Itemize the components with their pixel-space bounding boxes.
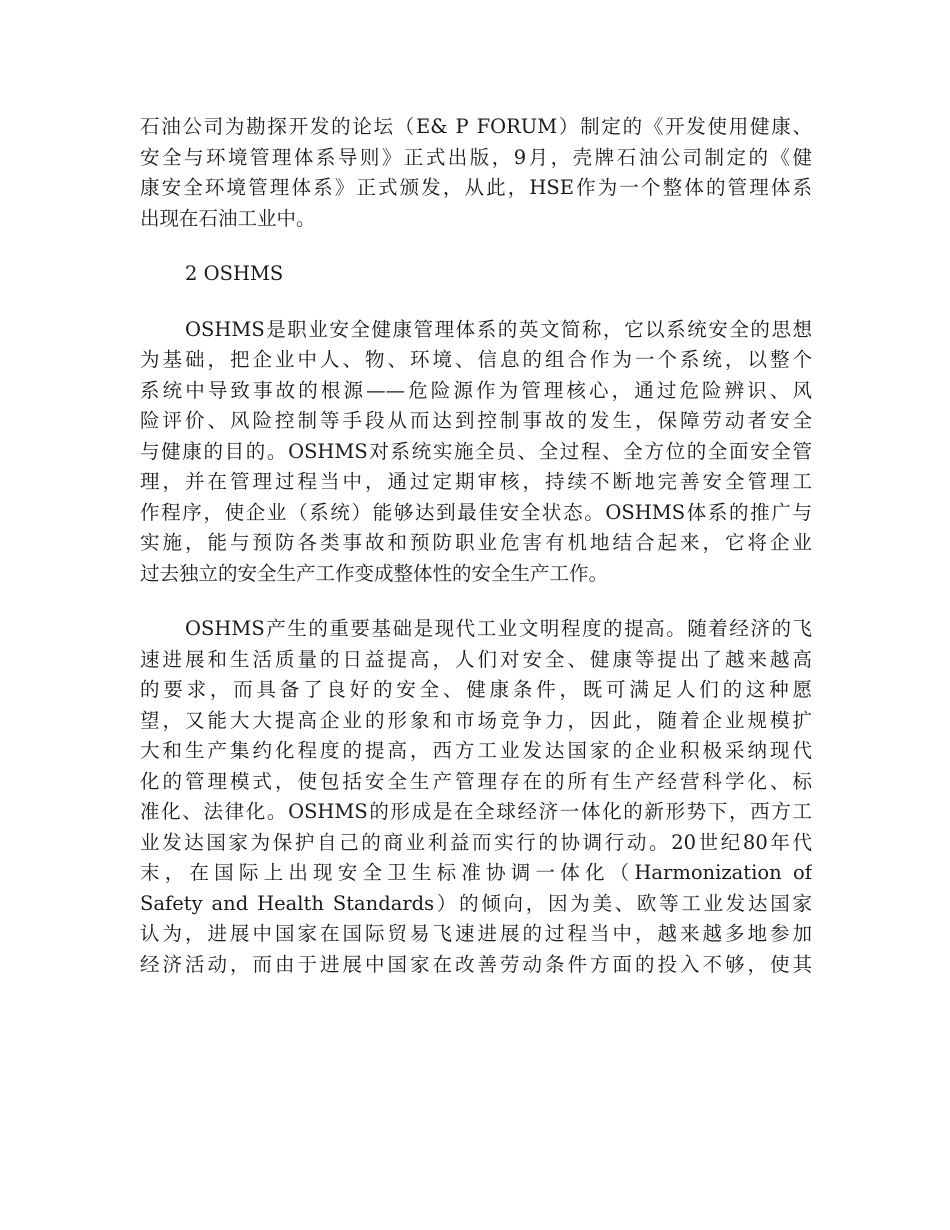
paragraph [140, 112, 812, 234]
text-line: 业发达国家为保护自己的商业利益而实行的协调行动。20世纪80年代 [140, 830, 812, 854]
text-line: 认为，进展中国家在国际贸易飞速进展的过程当中，越来越多地参加 [140, 922, 812, 945]
text-line: 出现在石油工业中。 [140, 206, 316, 230]
text-line: 的要求，而具备了良好的安全、健康条件，既可满足人们的这种愿 [140, 678, 812, 701]
text-line: 石油公司为勘探开发的论坛（E& P FORUM）制定的《开发使用健康、 [140, 115, 812, 138]
text-line: 经济活动，而由于进展中国家在改善劳动条件方面的投入不够，使其 [140, 952, 812, 976]
text-line: 安全与环境管理体系导则》正式出版，9月，壳牌石油公司制定的《健 [140, 145, 812, 169]
text-line: 大和生产集约化程度的提高，西方工业发达国家的企业积极采纳现代 [140, 739, 812, 762]
document-body [140, 112, 812, 1005]
text-line: Safety and Health Standards）的倾向，因为美、欧等工业发达国家 [140, 891, 812, 915]
section-heading [140, 259, 812, 290]
text-line: OSHMS产生的重要基础是现代工业文明程度的提高。随着经济的飞 [185, 617, 812, 640]
paragraph [140, 614, 812, 980]
text-line: 作程序，使企业（系统）能够达到最佳安全状态。OSHMS体系的推广与 [140, 500, 812, 524]
text-line: 准化、法律化。OSHMS的形成是在全球经济一体化的新形势下，西方工 [140, 800, 812, 823]
text-line: 望，又能大大提高企业的形象和市场竞争力，因此，随着企业规模扩 [140, 708, 812, 732]
text-line: 化的管理模式，使包括安全生产管理存在的所有生产经营科学化、标 [140, 769, 812, 793]
heading-text: 2 OSHMS [185, 262, 284, 285]
text-line: 与健康的目的。OSHMS对系统实施全员、全过程、全方位的全面安全管 [140, 439, 812, 463]
text-line: 末，在国际上出现安全卫生标准协调一体化（Harmonization of [140, 861, 812, 884]
text-line: 速进展和生活质量的日益提高，人们对安全、健康等提出了越来越高 [140, 647, 812, 671]
text-line: 过去独立的安全生产工作变成整体性的安全生产工作。 [140, 561, 609, 585]
text-line: 险评价、风险控制等手段从而达到控制事故的发生，保障劳动者安全 [140, 409, 812, 432]
text-line: OSHMS是职业安全健康管理体系的英文简称，它以系统安全的思想 [185, 317, 812, 341]
text-line: 康安全环境管理体系》正式颁发，从此，HSE作为一个整体的管理体系 [140, 176, 812, 199]
text-line: 为基础，把企业中人、物、环境、信息的组合作为一个系统，以整个 [140, 348, 812, 371]
text-line: 实施，能与预防各类事故和预防职业危害有机地结合起来，它将企业 [140, 531, 812, 554]
text-line: 理，并在管理过程当中，通过定期审核，持续不断地完善安全管理工 [140, 470, 812, 493]
paragraph [140, 315, 812, 590]
text-line: 系统中导致事故的根源——危险源作为管理核心，通过危险辨识、风 [140, 378, 812, 402]
